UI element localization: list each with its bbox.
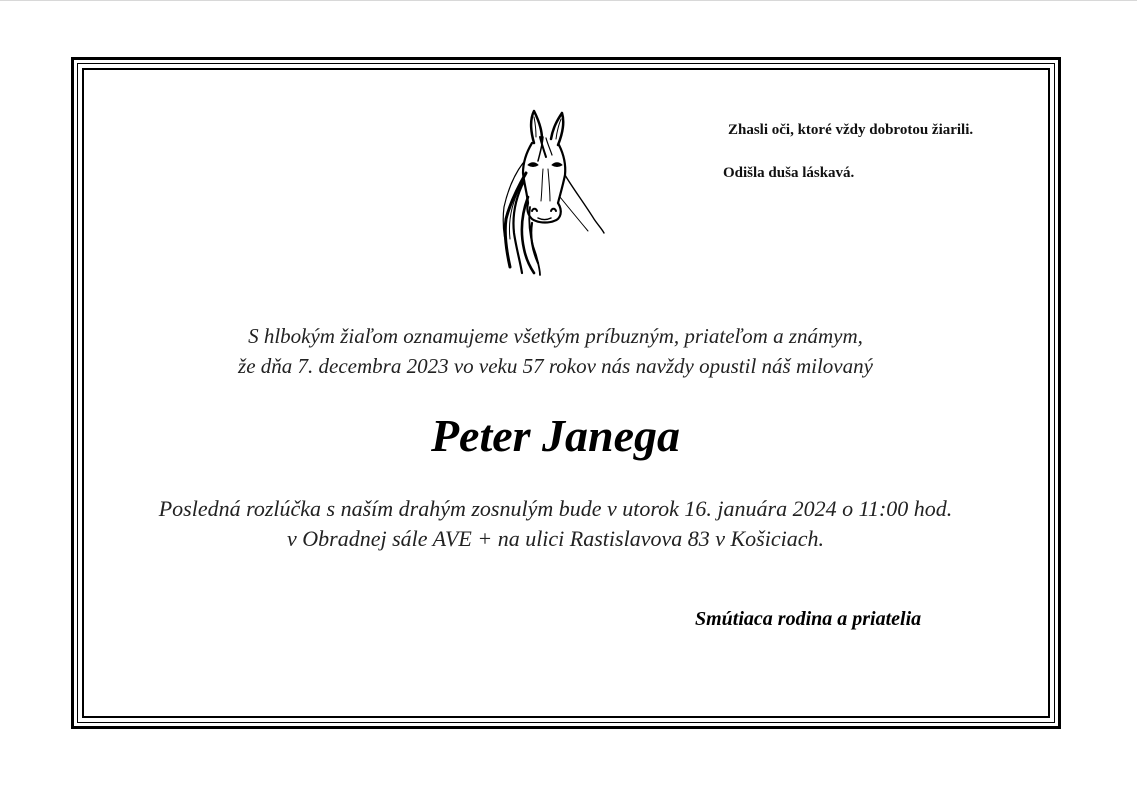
- signature: Smútiaca rodina a priatelia: [695, 608, 922, 630]
- horse-head-icon: [496, 107, 608, 277]
- motto-line-2: Odišla duša láskavá.: [723, 165, 855, 181]
- funeral-line-1: Posledná rozlúčka s naším drahým zosnulým bude v utorok 16. januára 2024 o 11:00 hod.: [158, 496, 953, 521]
- motto-line-1: Zhasli oči, ktoré vždy dobrotou žiarili.: [728, 122, 974, 138]
- announcement-line-1: S hlbokým žiaľom oznamujeme všetkým príbuzným, priateľom a známym,: [248, 324, 863, 348]
- funeral-line-2: v Obradnej sále AVE + na ulici Rastislavova 83 v Košiciach.: [287, 526, 824, 551]
- deceased-name: Peter Janega: [430, 410, 681, 461]
- announcement-line-2: že dňa 7. decembra 2023 vo veku 57 rokov nás navždy opustil náš milovaný: [238, 354, 873, 378]
